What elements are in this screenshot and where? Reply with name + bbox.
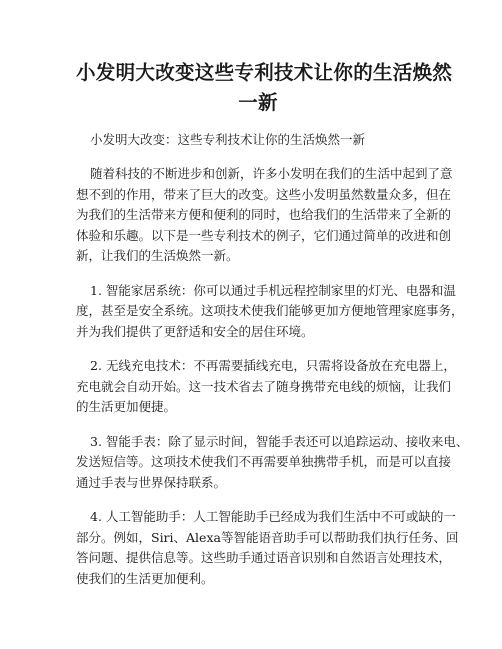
paragraph-line: 答问题、提供信息等。这些助手通过语音识别和自然语言处理技术， xyxy=(76,550,452,565)
paragraph-line: 为我们的生活带来方便和便利的同时，也给我们的生活带来了全新的 xyxy=(76,207,452,222)
document-subtitle: 小发明大改变：这些专利技术让你的生活焕然一新 xyxy=(90,132,366,147)
paragraph-line: 的生活更加便捷。 xyxy=(76,399,177,414)
paragraph-line: 随着科技的不断进步和创新，许多小发明在我们的生活中起到了意 xyxy=(90,166,453,181)
paragraph-line: 3. 智能手表：除了显示时间，智能手表还可以追踪运动、接收来电、 xyxy=(90,433,469,449)
title-line-1: 小发明大改变这些专利技术让你的生活焕然 xyxy=(76,61,453,84)
paragraph-ai-assistant xyxy=(76,507,459,589)
paragraph-line: 部分。例如，Siri、Alexa等智能语音助手可以帮助我们执行任务、回 xyxy=(76,529,459,545)
paragraph-wireless-charging xyxy=(76,356,456,418)
title-line-2: 一新 xyxy=(238,91,278,114)
paragraph-line: 充电就会自动开始。这一技术省去了随身携带充电线的烦恼，让我们 xyxy=(76,378,452,394)
paragraph-smart-watch xyxy=(76,432,469,494)
paragraph-line: 4. 人工智能助手：人工智能助手已经成为我们生活中不可或缺的一 xyxy=(90,509,456,524)
document-title xyxy=(76,58,453,118)
paragraph-smart-home xyxy=(76,281,464,343)
paragraph-line: 新，让我们的生活焕然一新。 xyxy=(76,248,239,263)
paragraph-line: 度，甚至是安全系统。这项技术使我们能够更加方便地管理家庭事务， xyxy=(76,303,464,318)
paragraph-line: 想不到的作用，带来了巨大的改变。这些小发明虽然数量众多，但在 xyxy=(76,186,452,202)
paragraph-line: 发送短信等。这项技术使我们不再需要单独携带手机，而是可以直接 xyxy=(76,454,452,469)
paragraph-intro xyxy=(76,164,453,267)
paragraph-line: 使我们的生活更加便利。 xyxy=(76,570,214,586)
paragraph-line: 2. 无线充电技术：不再需要插线充电，只需将设备放在充电器上， xyxy=(90,358,456,373)
paragraph-line: 1. 智能家居系统：你可以通过手机远程控制家里的灯光、电器和温 xyxy=(90,282,456,298)
paragraph-line: 通过手表与世界保持联系。 xyxy=(76,474,227,490)
paragraph-line: 并为我们提供了更舒适和安全的居住环境。 xyxy=(76,323,314,339)
paragraph-line: 体验和乐趣。以下是一些专利技术的例子，它们通过简单的改进和创 xyxy=(76,227,452,243)
